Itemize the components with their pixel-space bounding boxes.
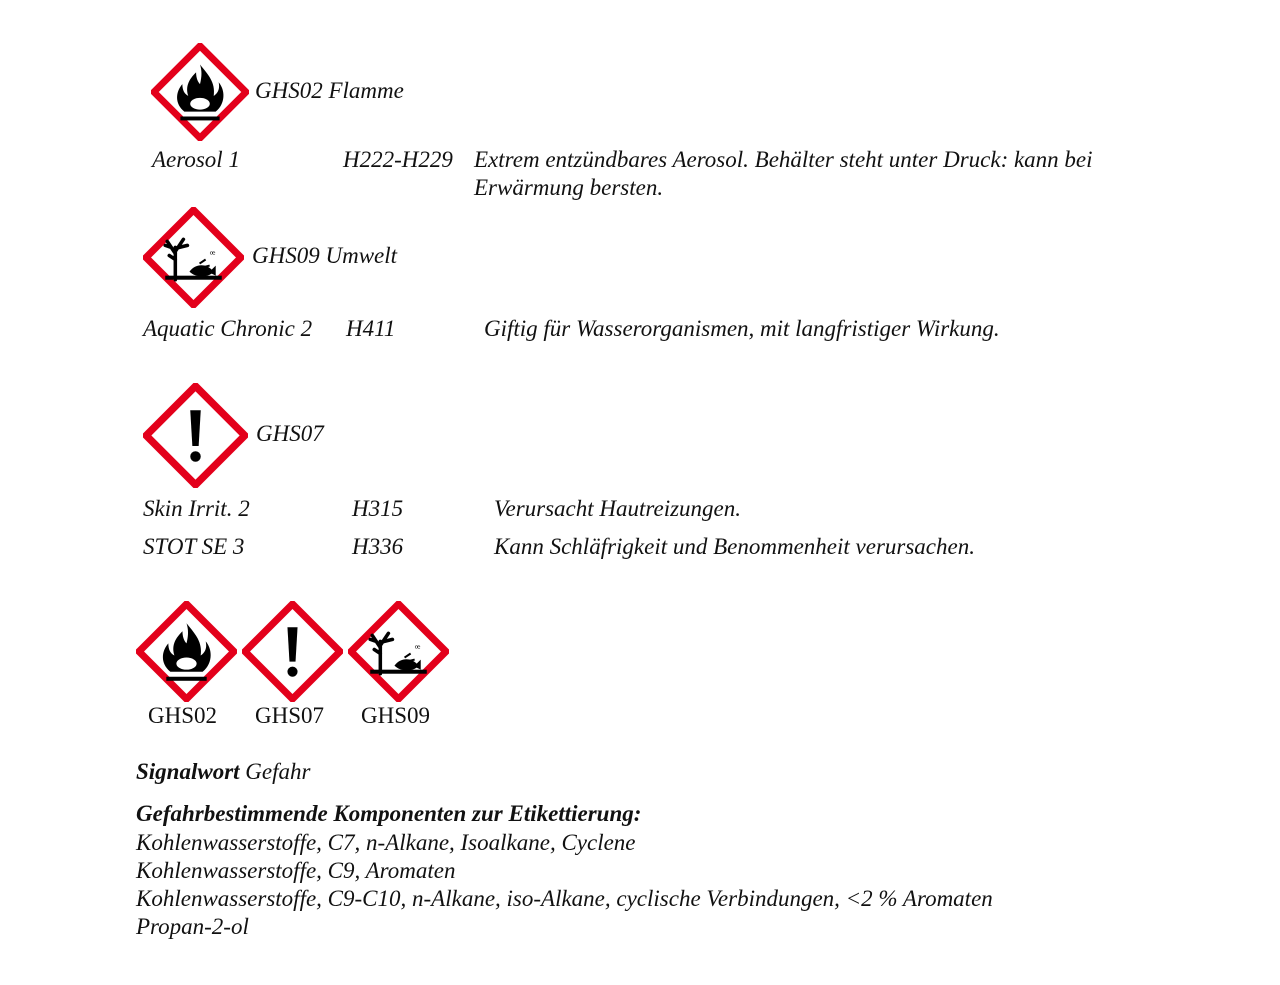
component-item: Kohlenwasserstoffe, C7, n-Alkane, Isoalkane, Cyclene xyxy=(136,830,636,855)
hazard-statement: Verursacht Hautreizungen. xyxy=(494,496,742,521)
signal-word-label: Signalwort xyxy=(136,759,240,784)
hazard-code: H336 xyxy=(352,534,404,559)
hazard-category: Skin Irrit. 2 xyxy=(143,496,250,521)
exclamation-icon xyxy=(143,383,248,488)
component-item: Kohlenwasserstoffe, C9-C10, n-Alkane, iso-Alkane, cyclische Verbindungen, <2 % Aromaten xyxy=(136,886,993,911)
flame-icon xyxy=(151,43,249,141)
signal-word-value: Gefahr xyxy=(245,759,311,784)
hazard-statement: Kann Schläfrigkeit und Benommenheit verursachen. xyxy=(494,534,975,559)
hazard-code: H315 xyxy=(352,496,404,521)
pictogram-code: GHS07 xyxy=(255,703,325,728)
hazard-category: STOT SE 3 xyxy=(143,534,245,559)
signal-word xyxy=(136,759,310,785)
hazard-code: H411 xyxy=(346,316,396,341)
hazard-statement: Extrem entzündbares Aerosol. Behälter steht unter Druck: kann bei xyxy=(474,147,1093,172)
component-item: Kohlenwasserstoffe, C9, Aromaten xyxy=(136,858,456,883)
pictogram-label: GHS07 xyxy=(256,421,324,446)
environment-icon xyxy=(348,601,449,702)
component-item: Propan-2-ol xyxy=(136,914,249,939)
pictogram-code: GHS02 xyxy=(148,703,218,728)
pictogram-label: GHS02 Flamme xyxy=(255,78,404,103)
hazard-statement-continued: Erwärmung bersten. xyxy=(474,175,664,200)
hazard-category: Aerosol 1 xyxy=(152,147,240,172)
hazard-category: Aquatic Chronic 2 xyxy=(143,316,313,341)
components-heading: Gefahrbestimmende Komponenten zur Etikettierung: xyxy=(136,801,642,826)
exclamation-icon xyxy=(242,601,343,702)
hazard-statement: Giftig für Wasserorganismen, mit langfristiger Wirkung. xyxy=(484,316,1000,341)
hazard-code: H222-H229 xyxy=(343,147,453,172)
pictogram-code: GHS09 xyxy=(361,703,431,728)
flame-icon xyxy=(136,601,237,702)
environment-icon xyxy=(143,207,244,308)
pictogram-label: GHS09 Umwelt xyxy=(252,243,398,268)
